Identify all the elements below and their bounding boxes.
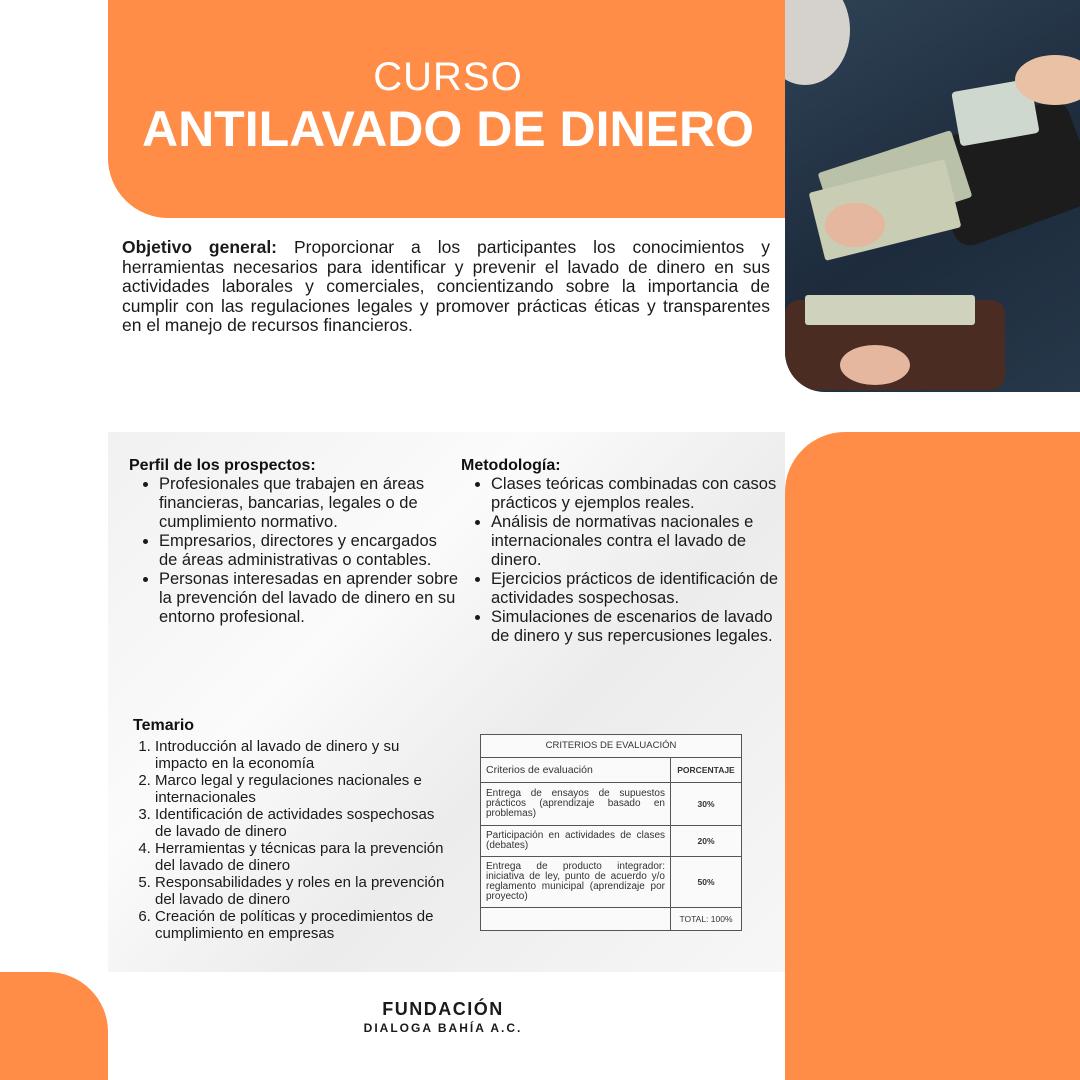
list-item: • Ejercicios prácticos de identificación de actividades sospechosas. (491, 570, 787, 608)
criterion-cell: Participación en actividades de clases (debates) (481, 826, 671, 857)
percent-column-header: PORCENTAJE (671, 758, 742, 783)
profile-title: Perfil de los prospectos: (129, 457, 316, 474)
methodology-list (461, 475, 787, 646)
objective-label: Objetivo general: (122, 237, 278, 257)
total-spacer-cell (481, 908, 671, 931)
list-item: 3. Identificación de actividades sospechosas de lavado de dinero (155, 806, 451, 840)
methodology-title: Metodología: (461, 457, 561, 474)
profile-list (129, 475, 459, 627)
list-item: 6. Creación de políticas y procedimientos de cumplimiento en empresas (155, 908, 451, 942)
right-accent-band (785, 432, 1080, 1080)
criterion-cell: Entrega de ensayos de supuestos prácticos (aprendizaje basado en problemas) (481, 783, 671, 826)
list-item: 2. Marco legal y regulaciones nacionales e internacionales (155, 772, 451, 806)
list-item: 4. Herramientas y técnicas para la prevención del lavado de dinero (155, 840, 451, 874)
title-block (108, 55, 788, 157)
criterion-cell: Entrega de producto integrador: iniciativa de ley, punto de acuerdo y/o reglamento municipal (aprendizaje por proyecto) (481, 857, 671, 908)
left-corner-accent (0, 972, 108, 1080)
list-item: • Profesionales que trabajen en áreas financieras, bancarias, legales o de cumplimiento normativo. (159, 475, 459, 532)
photo-illustration (785, 0, 1080, 392)
percent-cell: 50% (671, 857, 742, 908)
total-cell: TOTAL: 100% (671, 908, 742, 931)
course-kicker: CURSO (373, 55, 523, 99)
objective-paragraph (122, 238, 770, 336)
list-item: • Clases teóricas combinadas con casos prácticos y ejemplos reales. (491, 475, 787, 513)
list-item: • Empresarios, directores y encargados de áreas administrativas o contables. (159, 532, 459, 570)
percent-cell: 20% (671, 826, 742, 857)
list-item: 1. Introducción al lavado de dinero y su impacto en la economía (155, 738, 451, 772)
table-row (481, 857, 742, 908)
list-item: • Simulaciones de escenarios de lavado de dinero y sus repercusiones legales. (491, 608, 787, 646)
foundation-name: FUNDACIÓN (382, 999, 504, 1019)
evaluation-table (480, 734, 742, 931)
foundation-subtitle: DIALOGA BAHÍA A.C. (363, 1021, 523, 1035)
percent-cell: 30% (671, 783, 742, 826)
syllabus-list (131, 738, 451, 942)
list-item: • Personas interesadas en aprender sobre la prevención del lavado de dinero en su entorno profesional. (159, 570, 459, 627)
syllabus-title: Temario (133, 717, 195, 734)
money-wallet-photo (785, 0, 1080, 392)
list-item: 5. Responsabilidades y roles en la prevención del lavado de dinero (155, 874, 451, 908)
foundation-logo (300, 998, 586, 1036)
table-row (481, 783, 742, 826)
evaluation-title: CRITERIOS DE EVALUACIÓN (481, 735, 742, 758)
list-item: • Análisis de normativas nacionales e internacionales contra el lavado de dinero. (491, 513, 787, 570)
criteria-column-header: Criterios de evaluación (481, 758, 671, 783)
objective-text: Proporcionar a los participantes los conocimientos y herramientas necesarios para identificar y prevenir el lavado de dinero en sus actividades laborales y comerciales, concientizando sobre la importancia de cumplir con las regulaciones legales y promover prácticas éticas y transparentes en el manejo de recursos financieros. (122, 237, 770, 336)
table-row (481, 826, 742, 857)
course-title: ANTILAVADO DE DINERO (141, 101, 755, 157)
